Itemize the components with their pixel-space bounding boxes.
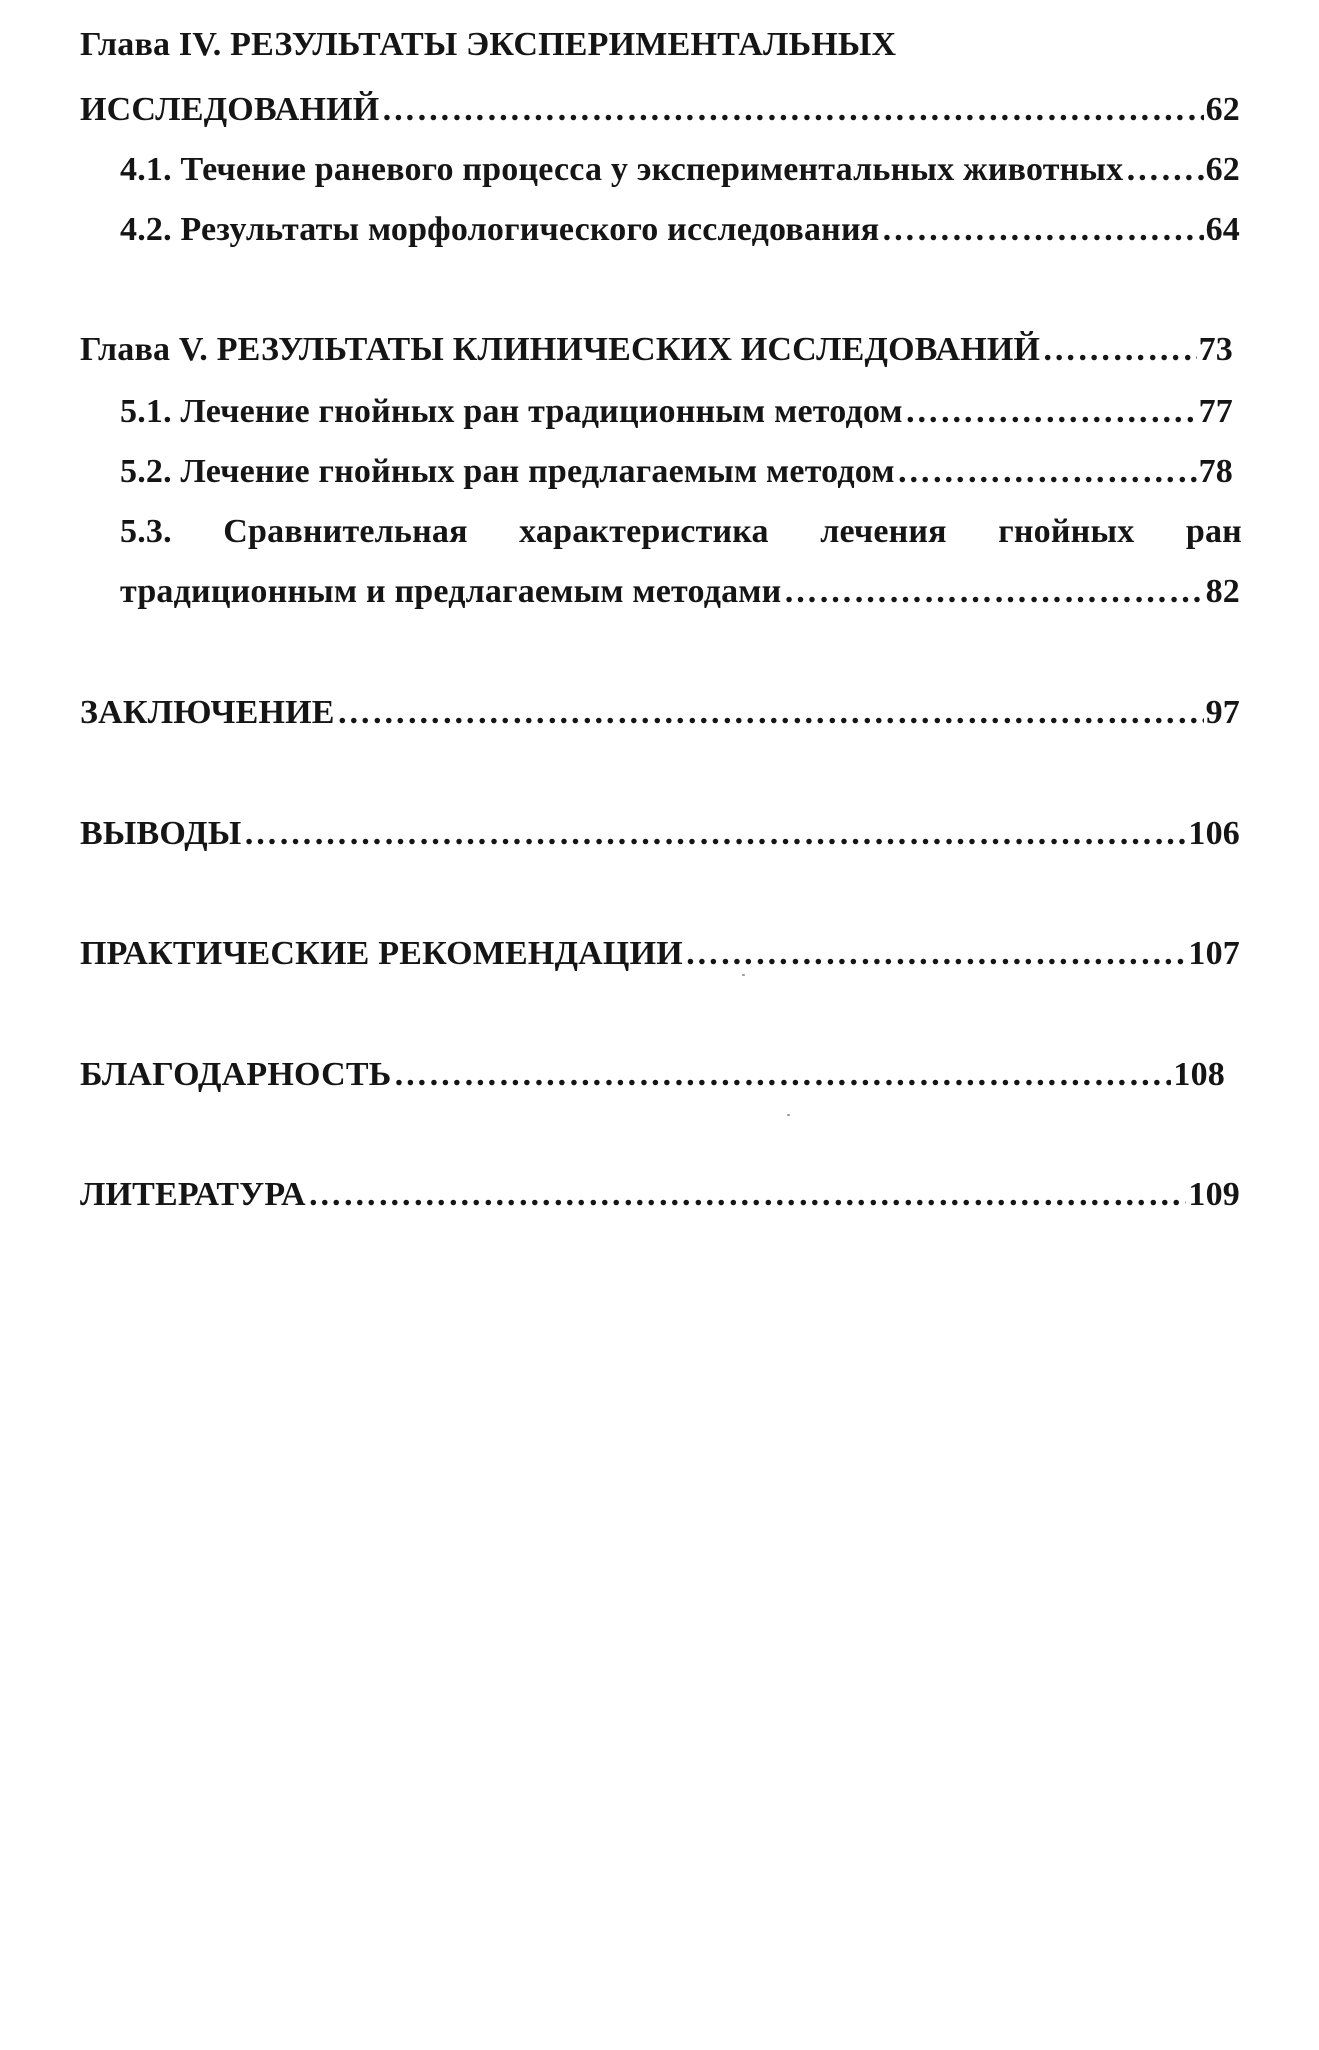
chapter-5-entry[interactable] [80, 330, 1233, 370]
toc-entry-5-3-line1[interactable] [120, 512, 1242, 552]
toc-entry-conclusions[interactable] [80, 814, 1240, 854]
dot-leader [881, 210, 1203, 250]
toc-entry-page: 62 [1205, 151, 1240, 188]
chapter-4-entry[interactable] [80, 90, 1240, 130]
dot-leader [381, 90, 1203, 130]
chapter-4-heading [80, 25, 1240, 65]
dot-leader [308, 1175, 1187, 1215]
dot-leader [243, 814, 1186, 854]
dot-leader [685, 934, 1187, 974]
toc-entry-page: 77 [1198, 393, 1233, 430]
toc-entry-recommendations[interactable] [80, 934, 1240, 974]
toc-entry-page: 107 [1188, 935, 1240, 972]
toc-entry-title: ЛИТЕРАТУРА [80, 1176, 306, 1213]
toc-entry-page: 64 [1205, 211, 1240, 248]
toc-entry-title: традиционным и предлагаемым методами [120, 573, 782, 610]
dot-leader [897, 452, 1197, 492]
chapter-4-title-line1: Глава IV. РЕЗУЛЬТАТЫ ЭКСПЕРИМЕНТАЛЬНЫХ [80, 26, 897, 63]
toc-entry-4-2[interactable] [120, 210, 1240, 250]
toc-entry-title: 4.2. Результаты морфологического исследования [120, 211, 880, 248]
toc-entry-page: 109 [1188, 1176, 1240, 1213]
toc-entry-title: ВЫВОДЫ [80, 815, 242, 852]
chapter-4-page: 62 [1205, 91, 1240, 128]
scan-speck [787, 1114, 790, 1116]
toc-entry-literature[interactable] [80, 1175, 1240, 1215]
toc-entry-page: 82 [1205, 573, 1240, 610]
toc-entry-page: 78 [1198, 453, 1233, 490]
toc-entry-acknowledgements[interactable] [80, 1055, 1225, 1095]
toc-entry-title: ЗАКЛЮЧЕНИЕ [80, 694, 335, 731]
toc-word: лечения [820, 513, 947, 550]
toc-entry-5-3-line2[interactable] [120, 572, 1240, 612]
toc-entry-page: 106 [1188, 815, 1240, 852]
toc-entry-title: 5.2. Лечение гнойных ран предлагаемым методом [120, 453, 895, 490]
scan-speck [742, 974, 745, 976]
dot-leader [337, 693, 1204, 733]
dot-leader [905, 392, 1197, 432]
chapter-5-title: Глава V. РЕЗУЛЬТАТЫ КЛИНИЧЕСКИХ ИССЛЕДОВАНИЙ [80, 331, 1041, 368]
toc-entry-5-1[interactable] [120, 392, 1233, 432]
chapter-5-page: 73 [1198, 331, 1233, 368]
toc-word: гнойных [998, 513, 1135, 550]
toc-entry-page: 97 [1205, 694, 1240, 731]
toc-entry-title: ПРАКТИЧЕСКИЕ РЕКОМЕНДАЦИИ [80, 935, 683, 972]
toc-word: Сравнительная [223, 513, 468, 550]
toc-word: ран [1185, 513, 1242, 550]
toc-word: 5.3. [120, 513, 172, 550]
toc-entry-conclusion[interactable] [80, 693, 1240, 733]
toc-entry-title: БЛАГОДАРНОСТЬ [80, 1056, 392, 1093]
chapter-4-title-line2: ИССЛЕДОВАНИЙ [80, 91, 380, 128]
dot-leader [783, 572, 1203, 612]
dot-leader [393, 1055, 1171, 1095]
toc-word: характеристика [519, 513, 769, 550]
toc-entry-4-1[interactable] [120, 150, 1240, 190]
toc-entry-page: 108 [1173, 1056, 1225, 1093]
toc-entry-5-2[interactable] [120, 452, 1233, 492]
toc-entry-title: 5.1. Лечение гнойных ран традиционным методом [120, 393, 903, 430]
toc-entry-title: 4.1. Течение раневого процесса у экспериментальных животных [120, 151, 1124, 188]
dot-leader [1042, 330, 1196, 370]
dot-leader [1125, 150, 1203, 190]
